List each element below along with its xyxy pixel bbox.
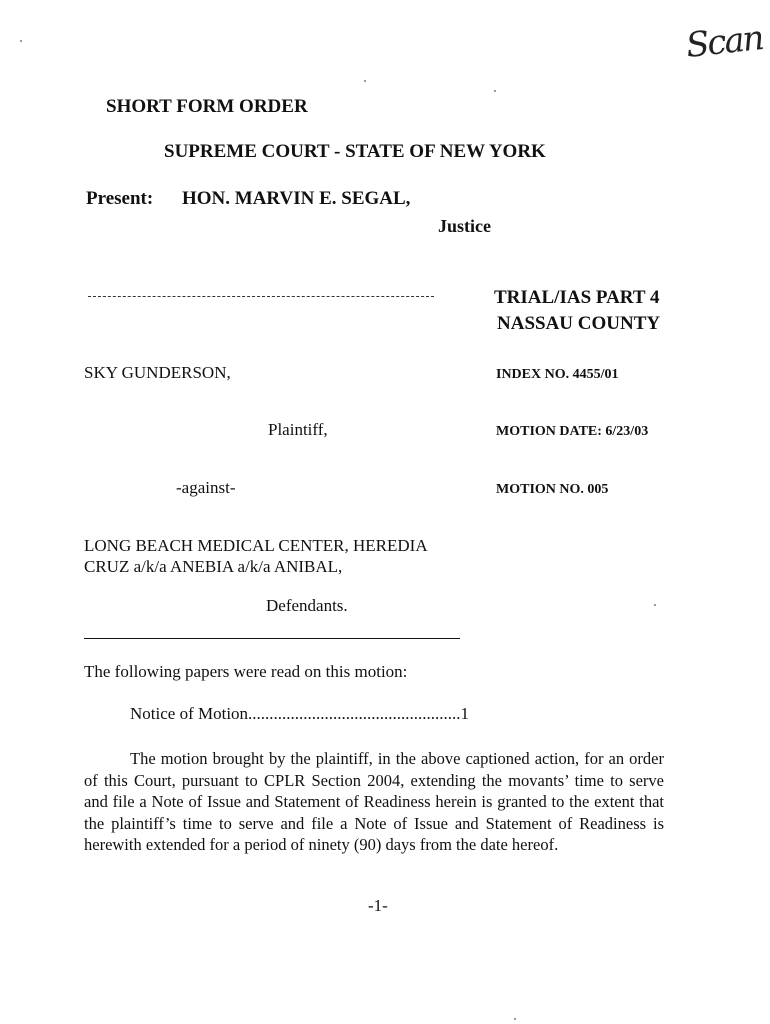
scan-speck [514,1018,516,1020]
judge-title: Justice [438,216,491,236]
index-number: INDEX NO. 4455/01 [496,367,619,382]
papers-item-notice-of-motion: Notice of Motion..................................................1 [130,704,470,723]
page-number: -1- [368,896,388,915]
county-name: NASSAU COUNTY [497,313,661,334]
caption-dashed-separator [88,296,434,297]
scan-speck [20,40,22,42]
scan-speck [364,80,366,82]
order-type-title: SHORT FORM ORDER [106,96,308,117]
against-label: -against- [176,478,236,497]
trial-part: TRIAL/IAS PART 4 [494,287,660,308]
papers-intro: The following papers were read on this motion: [84,662,408,681]
defendants-line-1: LONG BEACH MEDICAL CENTER, HEREDIA [84,536,428,555]
judge-name: HON. MARVIN E. SEGAL, [182,188,411,209]
motion-date: MOTION DATE: 6/23/03 [496,424,649,439]
plaintiff-role: Plaintiff, [268,420,328,439]
scan-speck [654,604,656,606]
defendants-role: Defendants. [266,596,348,615]
present-label: Present: [86,188,154,209]
scan-speck [494,90,496,92]
order-paragraph: The motion brought by the plaintiff, in the above captioned action, for an order of this Court, pursuant to CPLR Section 2004, extending the movants’ time to serve and file a Note of Issue and Statement of Readiness herein is granted to the extent that the plaintiff’s time to serve and file a Note of Issue and Statement of Readiness is herewith extended for a period of ninety (90) days from the date hereof. [84,749,664,854]
court-name: SUPREME COURT - STATE OF NEW YORK [164,141,546,162]
plaintiff-name: SKY GUNDERSON, [84,363,231,382]
caption-bottom-rule [84,638,460,639]
motion-number: MOTION NO. 005 [496,482,609,497]
scan-stamp: Scan [684,18,765,66]
defendants-line-2: CRUZ a/k/a ANEBIA a/k/a ANIBAL, [84,557,343,576]
